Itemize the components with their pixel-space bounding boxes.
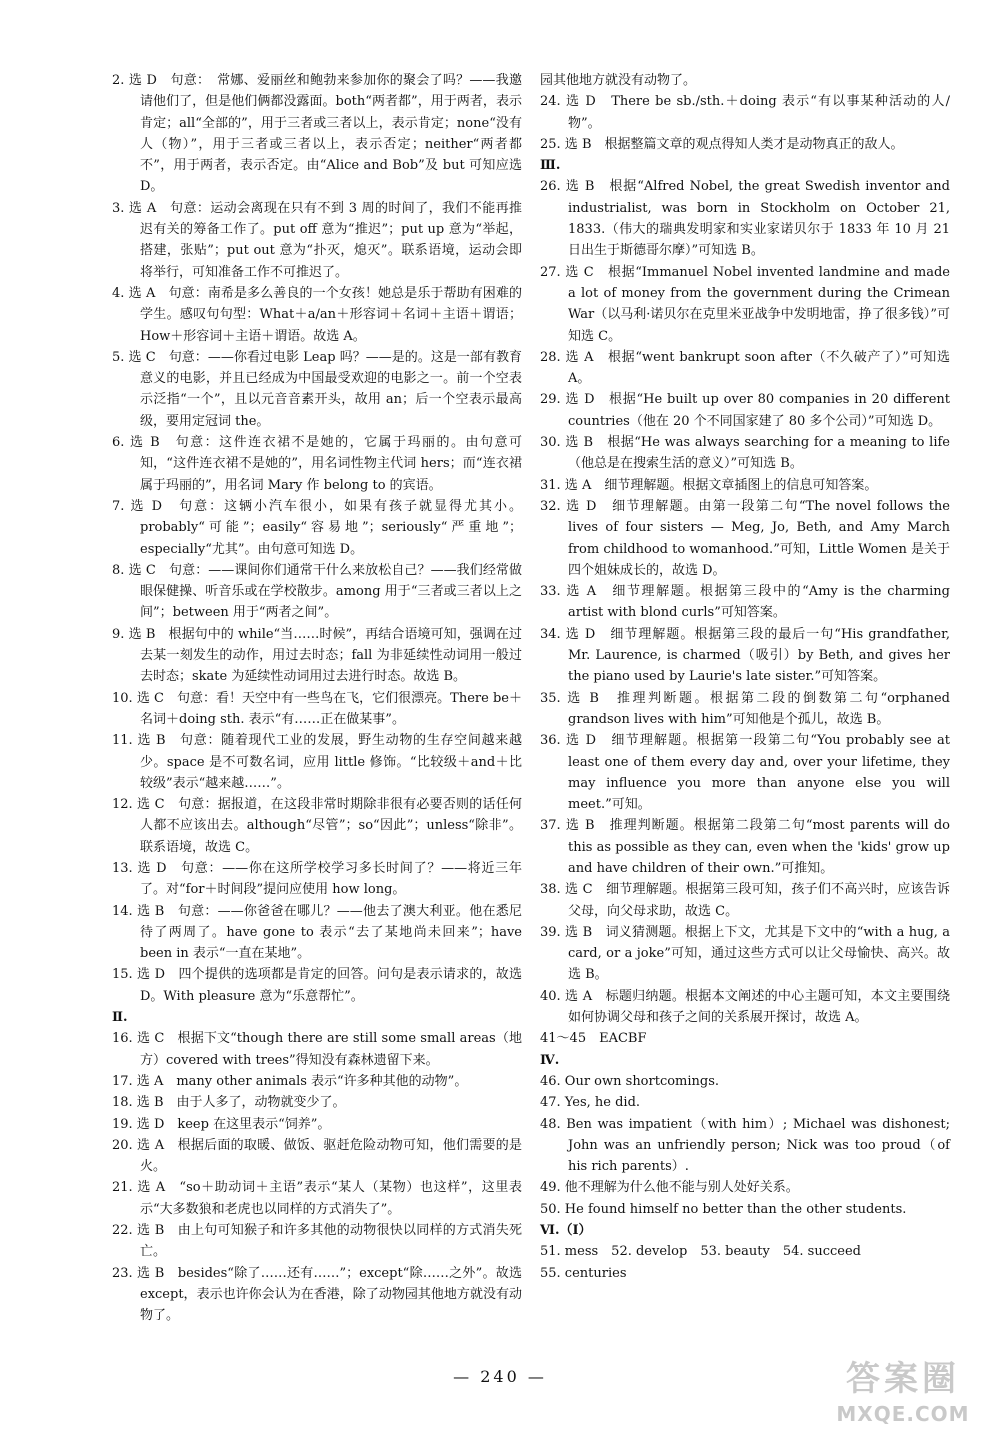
answer-item: 18. 选 B 由于人多了，动物就变少了。 bbox=[112, 1095, 346, 1111]
answer-item: 31. 选 A 细节理解题。根据文章插图上的信息可知答案。 bbox=[540, 477, 878, 493]
answer-item: 13. 选 D 句意：——你在这所学校学习多长时间了？——将近三年了。对“for＋时间段”提问应使用 how long。 bbox=[112, 860, 522, 898]
answer-item: 39. 选 B 词义猜测题。根据上下文，尤其是下文中的“with a hug, a card, or a joke”可知，通过这些方式可以让父母愉快、高兴。故选 B。 bbox=[540, 924, 950, 983]
answer-item: 2. 选 D 句意： 常娜、爱丽丝和鲍勃来参加你的聚会了吗？——我邀请他们了，但是他们俩都没露面。both“两者都”，用于两者，表示肯定；all“全部的”，用于三者或三者以上，表示肯定；none“没有人（物）”，用于三者或三者以上，表示否定；neither“两者都不”，用于两者，表示否定。由“Alice and Bob”及 but 可知应选 D。 bbox=[112, 73, 522, 195]
answer-item: 32. 选 D 细节理解题。由第一段第二句“The novel follows the lives of four sisters — Meg, Jo, Beth, and Amy March from childhood to womanhood.”可知，Little Women 是关于四个姐妹成长的，故选 D。 bbox=[540, 498, 950, 578]
answer-item: 27. 选 C 根据“Immanuel Nobel invented landmine and made a lot of money from the government during the Crimean War（以马利·诺贝尔在克里米亚战争中发明地雷，挣了很多钱）”可知选 C。 bbox=[540, 264, 950, 344]
answer-item: 30. 选 B 根据“He was always searching for a meaning to life（他总是在搜索生活的意义）”可知选 B。 bbox=[540, 435, 950, 472]
answer-column-left bbox=[112, 70, 522, 1327]
answer-item: 12. 选 C 句意：据报道，在这段非常时期除非很有必要否则的话任何人都不应该出去。although“尽管”；so“因此”；unless“除非”。联系语境，故选 C。 bbox=[112, 797, 522, 855]
answer-item: 34. 选 D 细节理解题。根据第三段的最后一句“His grandfather, Mr. Laurence, is charmed（吸引）by Beth, and gives her the piano used by Laurie's late sister.”可知答案。 bbox=[540, 626, 950, 685]
answer-item: 47. Yes, he did. bbox=[540, 1095, 641, 1111]
page-number: — 240 — bbox=[453, 1367, 547, 1386]
answer-item: 9. 选 B 根据句中的 while“当……时候”，再结合语境可知，强调在过去某一刻发生的动作，用过去时态；fall 为非延续性动词用一般过去时态；skate 为延续性动词用过去进行时态。故选 B。 bbox=[112, 626, 522, 685]
answer-item: 17. 选 A many other animals 表示“许多种其他的动物”。 bbox=[112, 1073, 468, 1089]
site-watermark-logo bbox=[828, 1356, 978, 1436]
answer-item: 49. 他不理解为什么他不能与别人处好关系。 bbox=[540, 1180, 799, 1196]
section-heading: Ⅳ. bbox=[540, 1052, 560, 1068]
answer-item: 10. 选 C 句意：看！天空中有一些鸟在飞，它们很漂亮。There be＋名词＋doing sth. 表示“有……正在做某事”。 bbox=[112, 690, 522, 727]
answer-item: 14. 选 B 句意：——你爸爸在哪儿？——他去了澳大利亚。他在悉尼待了两周了。have gone to 表示“去了某地尚未回来”；have been in 表示“一直在某地”。 bbox=[112, 903, 522, 962]
answer-item: 55. centuries bbox=[540, 1265, 627, 1281]
answer-item: 16. 选 C 根据下文“though there are still some small areas（地方）covered with trees”得知没有森林遗留下来。 bbox=[112, 1031, 522, 1068]
answer-item: 29. 选 D 根据“He built up over 80 companies in 20 different countries（他在 20 个不同国家建了 80 多个公司）”可知选 D。 bbox=[540, 392, 950, 429]
answer-item: 11. 选 B 句意：随着现代工业的发展，野生动物的生存空间越来越少。space 是不可数名词，应用 little 修饰。“比较级＋and＋比较级”表示“越来越……”。 bbox=[112, 733, 522, 791]
answer-item: 50. He found himself no better than the other students. bbox=[540, 1201, 907, 1217]
answer-item: 48. Ben was impatient（with him）; Michael was dishonest; John was an unfriendly person; Nick was too proud（of his rich parents）. bbox=[540, 1116, 950, 1175]
answer-item: 51. mess 52. develop 53. beauty 54. succeed bbox=[540, 1244, 861, 1260]
watermark-top-text: 答案圈 bbox=[846, 1359, 960, 1399]
section-heading: Ⅱ. bbox=[112, 1010, 128, 1026]
answer-item: 3. 选 A 句意：运动会离现在只有不到 3 周的时间了，我们不能再推迟有关的筹备工作了。put off 意为“推迟”；put up 意为“举起，搭建，张贴”；put out 意为“扑灭，熄灭”。联系语境，运动会即将举行，可知准备工作不可推迟了。 bbox=[112, 200, 522, 280]
section-heading: Ⅲ. bbox=[540, 158, 561, 174]
answer-item: 5. 选 C 句意：——你看过电影 Leap 吗？——是的。这是一部有教育意义的电影，并且已经成为中国最受欢迎的电影之一。前一个空表示泛指“一个”，且以元音音素开头，故用 an；后一个空表示最高级，要用定冠词 the。 bbox=[112, 349, 522, 429]
answer-item: 22. 选 B 由上句可知猴子和许多其他的动物很快以同样的方式消失死亡。 bbox=[112, 1223, 522, 1260]
answer-item: 15. 选 D 四个提供的选项都是肯定的回答。问句是表示请求的，故选 D。With pleasure 意为“乐意帮忙”。 bbox=[112, 967, 522, 1004]
answer-item: 7. 选 D 句意：这辆小汽车很小，如果有孩子就显得尤其小。probably“可能”；easily“容易地”；seriously“严重地”；especially“尤其”。由句意可知选 D。 bbox=[112, 498, 522, 557]
answer-column-right bbox=[540, 70, 950, 1284]
answer-item: 8. 选 C 句意：——课间你们通常干什么来放松自己？——我们经常做眼保健操、听音乐或在学校散步。among 用于“三者或三者以上之间”；between 用于“两者之间”。 bbox=[112, 562, 522, 621]
answer-item: 25. 选 B 根据整篇文章的观点得知人类才是动物真正的敌人。 bbox=[540, 136, 904, 152]
answer-item: 37. 选 B 推理判断题。根据第二段第二句“most parents will do this as possible as they can, even when the 'kids' grow up and have children of their own.”可推知。 bbox=[540, 818, 950, 876]
answer-item: 26. 选 B 根据“Alfred Nobel, the great Swedish inventor and industrialist, was born in Stockholm on October 21, 1833.（伟大的瑞典发明家和实业家诺贝尔于 1833 年 10 月 21 日出生于斯德哥尔摩）”可知选 B。 bbox=[540, 179, 950, 259]
answer-item: 36. 选 D 细节理解题。根据第一段第二句“You probably see at least one of them every day and, over your lifetime, they may influence you more than anyone else you will meet.”可知。 bbox=[540, 733, 950, 813]
answer-item: 23. 选 B besides“除了……还有……”；except“除……之外”。故选 except，表示也许你会认为在香港，除了动物园其他地方就没有动物了。 bbox=[112, 1265, 522, 1324]
answer-item: 24. 选 D There be sb./sth.＋doing 表示“有以事某种活动的人/物”。 bbox=[540, 94, 950, 131]
section-heading: Ⅵ.（Ⅰ） bbox=[540, 1223, 592, 1239]
watermark-bottom-text: MXQE.COM bbox=[836, 1402, 970, 1426]
answer-item: 20. 选 A 根据后面的取暖、做饭、驱赶危险动物可知，他们需要的是火。 bbox=[112, 1137, 522, 1175]
answer-item: 33. 选 A 细节理解题。根据第三段中的“Amy is the charming artist with blond curls”可知答案。 bbox=[540, 584, 950, 621]
answer-item: 38. 选 C 细节理解题。根据第三段可知，孩子们不高兴时，应该告诉父母，向父母求助，故选 C。 bbox=[540, 882, 950, 919]
answer-item: 35. 选 B 推理判断题。根据第二段的倒数第二句“orphaned grandson lives with him”可知他是个孤儿，故选 B。 bbox=[540, 690, 950, 727]
answer-item: 40. 选 A 标题归纳题。根据本文阐述的中心主题可知，本文主要围绕如何协调父母和孩子之间的关系展开探讨，故选 A。 bbox=[540, 988, 950, 1026]
answer-item: 21. 选 A “so＋助动词＋主语”表示“某人（某物）也这样”，这里表示“大多数狼和老虎也以同样的方式消失了”。 bbox=[112, 1180, 522, 1217]
answer-item: 6. 选 B 句意：这件连衣裙不是她的，它属于玛丽的。由句意可知，“这件连衣裙不是她的”，用名词性物主代词 hers；而“连衣裙属于玛丽的”，用名词 Mary 作 belong to 的宾语。 bbox=[112, 435, 522, 493]
answer-item: 19. 选 D keep 在这里表示“饲养”。 bbox=[112, 1116, 331, 1132]
answer-item: 园其他地方就没有动物了。 bbox=[540, 73, 697, 88]
answer-item: 46. Our own shortcomings. bbox=[540, 1073, 720, 1089]
answer-item: 28. 选 A 根据“went bankrupt soon after（不久破产了）”可知选 A。 bbox=[540, 349, 950, 387]
answer-item: 41～45 EACBF bbox=[540, 1031, 647, 1047]
answer-item: 4. 选 A 句意：南希是多么善良的一个女孩！她总是乐于帮助有困难的学生。感叹句句型：What＋a/an＋形容词＋名词＋主语＋谓语；How＋形容词＋主语＋谓语。故选 A。 bbox=[112, 285, 522, 344]
